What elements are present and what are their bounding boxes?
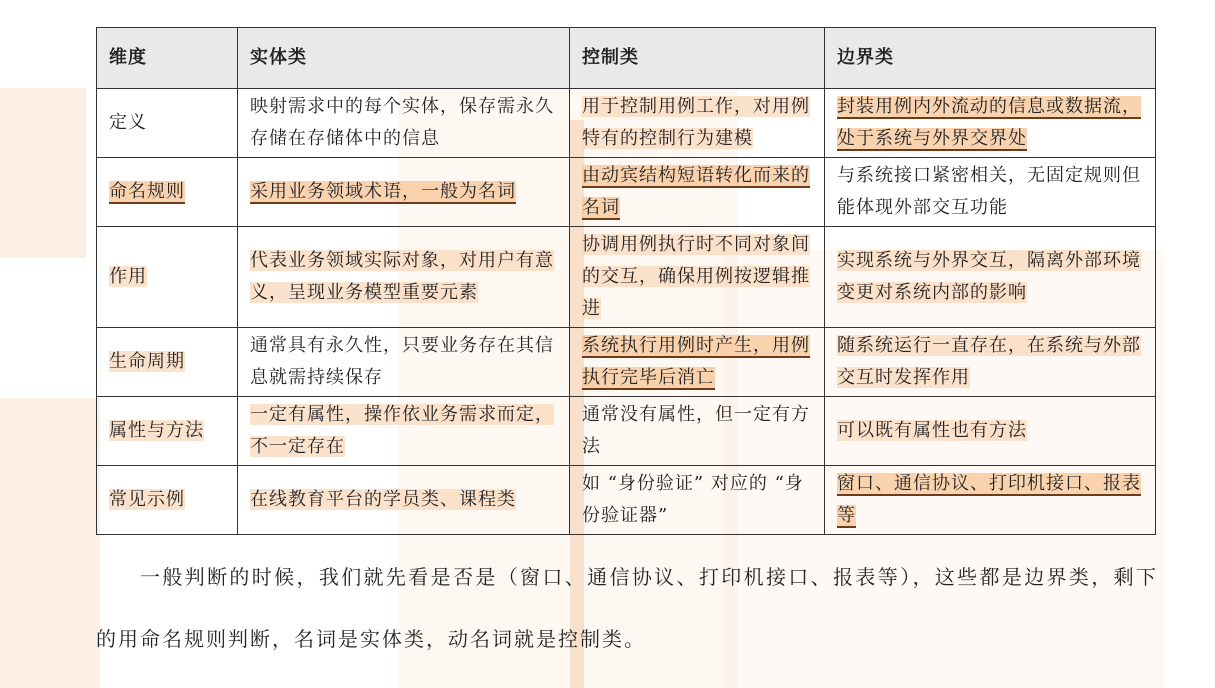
table-row <box>97 227 1156 328</box>
header-boundary: 边界类 <box>825 28 1156 89</box>
row-boundary <box>825 397 1156 466</box>
cell-text: 在线教育平台的学员类、课程类 <box>250 489 516 510</box>
cell-text: 通常具有永久性，只要业务存在其信息就需持续保存 <box>250 335 554 388</box>
table-header-row <box>97 28 1156 89</box>
summary-paragraph: 一般判断的时候，我们就先看是否是（窗口、通信协议、打印机接口、报表等），这些都是边界类，剩下的用命名规则判断，名词是实体类，动名词就是控制类。 <box>96 565 1158 651</box>
header-entity: 实体类 <box>238 28 570 89</box>
row-boundary <box>825 466 1156 535</box>
cell-text: 封装用例内外流动的信息或数据流，处于系统与外界交界处 <box>837 96 1141 149</box>
cell-text: 作用 <box>109 266 147 287</box>
row-dimension <box>97 227 238 328</box>
cell-text: 命名规则 <box>109 181 185 202</box>
cell-text: 与系统接口紧密相关，无固定规则但能体现外部交互功能 <box>837 165 1141 218</box>
row-dimension <box>97 466 238 535</box>
table-row <box>97 328 1156 397</box>
row-control <box>570 466 825 535</box>
cell-text: 系统执行用例时产生，用例执行完毕后消亡 <box>582 335 810 388</box>
row-control <box>570 397 825 466</box>
row-entity <box>238 466 570 535</box>
row-entity <box>238 227 570 328</box>
row-boundary <box>825 158 1156 227</box>
row-boundary <box>825 227 1156 328</box>
cell-text: 映射需求中的每个实体，保存需永久存储在存储体中的信息 <box>250 96 554 149</box>
row-dimension <box>97 397 238 466</box>
cell-text: 生命周期 <box>109 351 185 372</box>
cell-text: 用于控制用例工作，对用例特有的控制行为建模 <box>582 96 810 149</box>
table-row <box>97 466 1156 535</box>
cell-text: 常见示例 <box>109 489 185 510</box>
cell-text: 定义 <box>109 112 147 133</box>
cell-text: 由动宾结构短语转化而来的名词 <box>582 165 810 218</box>
row-dimension <box>97 158 238 227</box>
row-boundary <box>825 328 1156 397</box>
cell-text: 代表业务领域实际对象，对用户有意义，呈现业务模型重要元素 <box>250 250 554 303</box>
row-dimension <box>97 328 238 397</box>
row-boundary <box>825 89 1156 158</box>
table-row <box>97 89 1156 158</box>
row-control <box>570 328 825 397</box>
cell-text: 协调用例执行时不同对象间的交互，确保用例按逻辑推进 <box>582 234 810 319</box>
row-entity <box>238 89 570 158</box>
cell-text: 属性与方法 <box>109 420 204 441</box>
table-row <box>97 397 1156 466</box>
header-dimension: 维度 <box>97 28 238 89</box>
table-row <box>97 158 1156 227</box>
cell-text: 随系统运行一直存在，在系统与外部交互时发挥作用 <box>837 335 1141 388</box>
row-control <box>570 158 825 227</box>
row-control <box>570 89 825 158</box>
bg-shade-left <box>0 88 86 258</box>
bg-shade-left-lower <box>0 398 100 688</box>
row-dimension <box>97 89 238 158</box>
cell-text: 实现系统与外界交互，隔离外部环境变更对系统内部的影响 <box>837 250 1141 303</box>
cell-text: 采用业务领域术语，一般为名词 <box>250 181 516 202</box>
header-control: 控制类 <box>570 28 825 89</box>
comparison-table <box>96 27 1156 535</box>
row-entity <box>238 397 570 466</box>
row-entity <box>238 158 570 227</box>
cell-text: 一定有属性，操作依业务需求而定，不一定存在 <box>250 404 554 457</box>
row-control <box>570 227 825 328</box>
cell-text: 窗口、通信协议、打印机接口、报表等 <box>837 473 1141 526</box>
cell-text: 如 “身份验证” 对应的 “身份验证器” <box>582 473 804 526</box>
row-entity <box>238 328 570 397</box>
cell-text: 通常没有属性，但一定有方法 <box>582 404 810 457</box>
cell-text: 可以既有属性也有方法 <box>837 420 1027 441</box>
